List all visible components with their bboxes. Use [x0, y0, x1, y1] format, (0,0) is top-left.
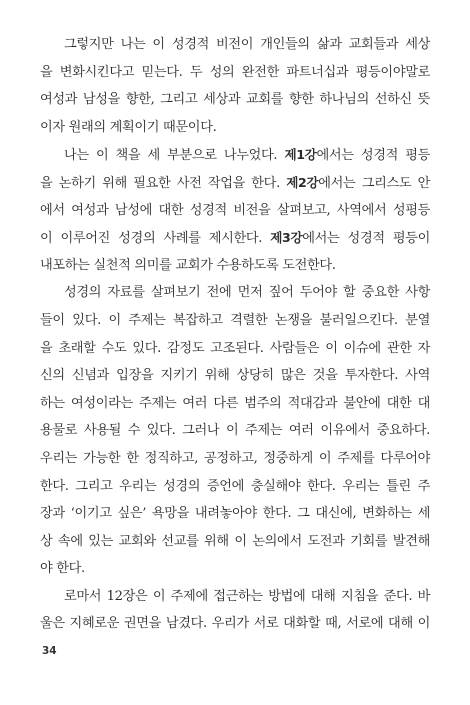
page-number: 34	[42, 645, 57, 657]
text-segment: 에서는 그리스도 안	[318, 175, 430, 191]
paragraph-3	[40, 279, 430, 583]
text-segment: 이 이루어진 성경의 사례를 제시한다.	[40, 231, 271, 247]
text-line	[40, 197, 430, 225]
text-line: 로마서 12장은 이 주제에 접근하는 방법에 대해 지침을 준다. 바	[64, 588, 430, 604]
text-segment: 나는 이 책을 세 부분으로 나누었다.	[64, 148, 285, 164]
paragraph-1	[40, 31, 430, 141]
text-segment: 에서는 성경적 평등	[316, 148, 430, 164]
text-line: 한다. 그리고 우리는 성경의 증언에 충실해야 한다. 우리는 틀린 주	[40, 478, 430, 494]
text-line: 여성과 남성을 향한, 그리고 세상과 교회를 향한 하나님의 선하신 뜻	[40, 92, 430, 108]
text-segment: 을 논하기 위해 필요한 사전 작업을 한다.	[40, 175, 287, 191]
page-body	[40, 31, 430, 638]
chapter-3-marker: 제3강	[270, 230, 303, 246]
text-segment: 에서는 성경적 평등이	[302, 231, 431, 247]
text-line: 성경의 자료를 살펴보기 전에 먼저 짚어 두어야 할 중요한 사항	[64, 285, 430, 301]
text-line: 상 속에 있는 교회와 선교를 위해 이 논의에서 도전과 기회를 발견해	[40, 533, 430, 549]
chapter-1-marker: 제1강	[284, 147, 317, 163]
text-line: 울은 지혜로운 권면을 남겼다. 우리가 서로 대화할 때, 서로에 대해 이	[40, 616, 430, 632]
text-line	[40, 224, 430, 252]
text-line: 을 초래할 수도 있다. 감정도 고조된다. 사람들은 이 이슈에 관한 자	[40, 340, 430, 356]
text-line: 그렇지만 나는 이 성경적 비전이 개인들의 삶과 교회들과 세상	[64, 37, 430, 52]
text-line: 용물로 사용될 수 있다. 그러나 이 주제는 여러 이유에서 중요하다.	[40, 423, 430, 439]
text-segment: 내포하는 실천적 의미를 교회가 수용하도록 도전한다.	[40, 257, 336, 273]
text-line	[40, 141, 430, 169]
paragraph-2	[40, 141, 430, 279]
text-line: 을 변화시킨다고 믿는다. 두 성의 완전한 파트너십과 평등이야말로	[40, 64, 430, 80]
text-segment: 에서 여성과 남성에 대한 성경적 비전을 살펴보고, 사역에서 성평등	[40, 202, 430, 218]
text-line: 우리는 가능한 한 정직하고, 공정하고, 정중하게 이 주제를 다루어야	[40, 450, 430, 466]
text-line: 하는 여성이라는 주제는 여러 다른 범주의 적대감과 불안에 대한 대	[40, 395, 430, 411]
text-line: 야 한다.	[40, 561, 85, 577]
paragraph-4	[40, 583, 430, 638]
text-line	[40, 252, 430, 280]
text-line: 신의 신념과 입장을 지키기 위해 상당히 많은 것을 투자한다. 사역	[40, 368, 430, 384]
chapter-2-marker: 제2강	[286, 174, 319, 190]
text-line: 이자 원래의 계획이기 때문이다.	[40, 119, 217, 135]
text-line	[40, 169, 430, 197]
text-line: 장과 ‘이기고 싶은’ 욕망을 내려놓아야 한다. 그 대신에, 변화하는 세	[40, 506, 430, 522]
text-line: 들이 있다. 이 주제는 복잡하고 격렬한 논쟁을 불러일으킨다. 분열	[40, 312, 430, 328]
